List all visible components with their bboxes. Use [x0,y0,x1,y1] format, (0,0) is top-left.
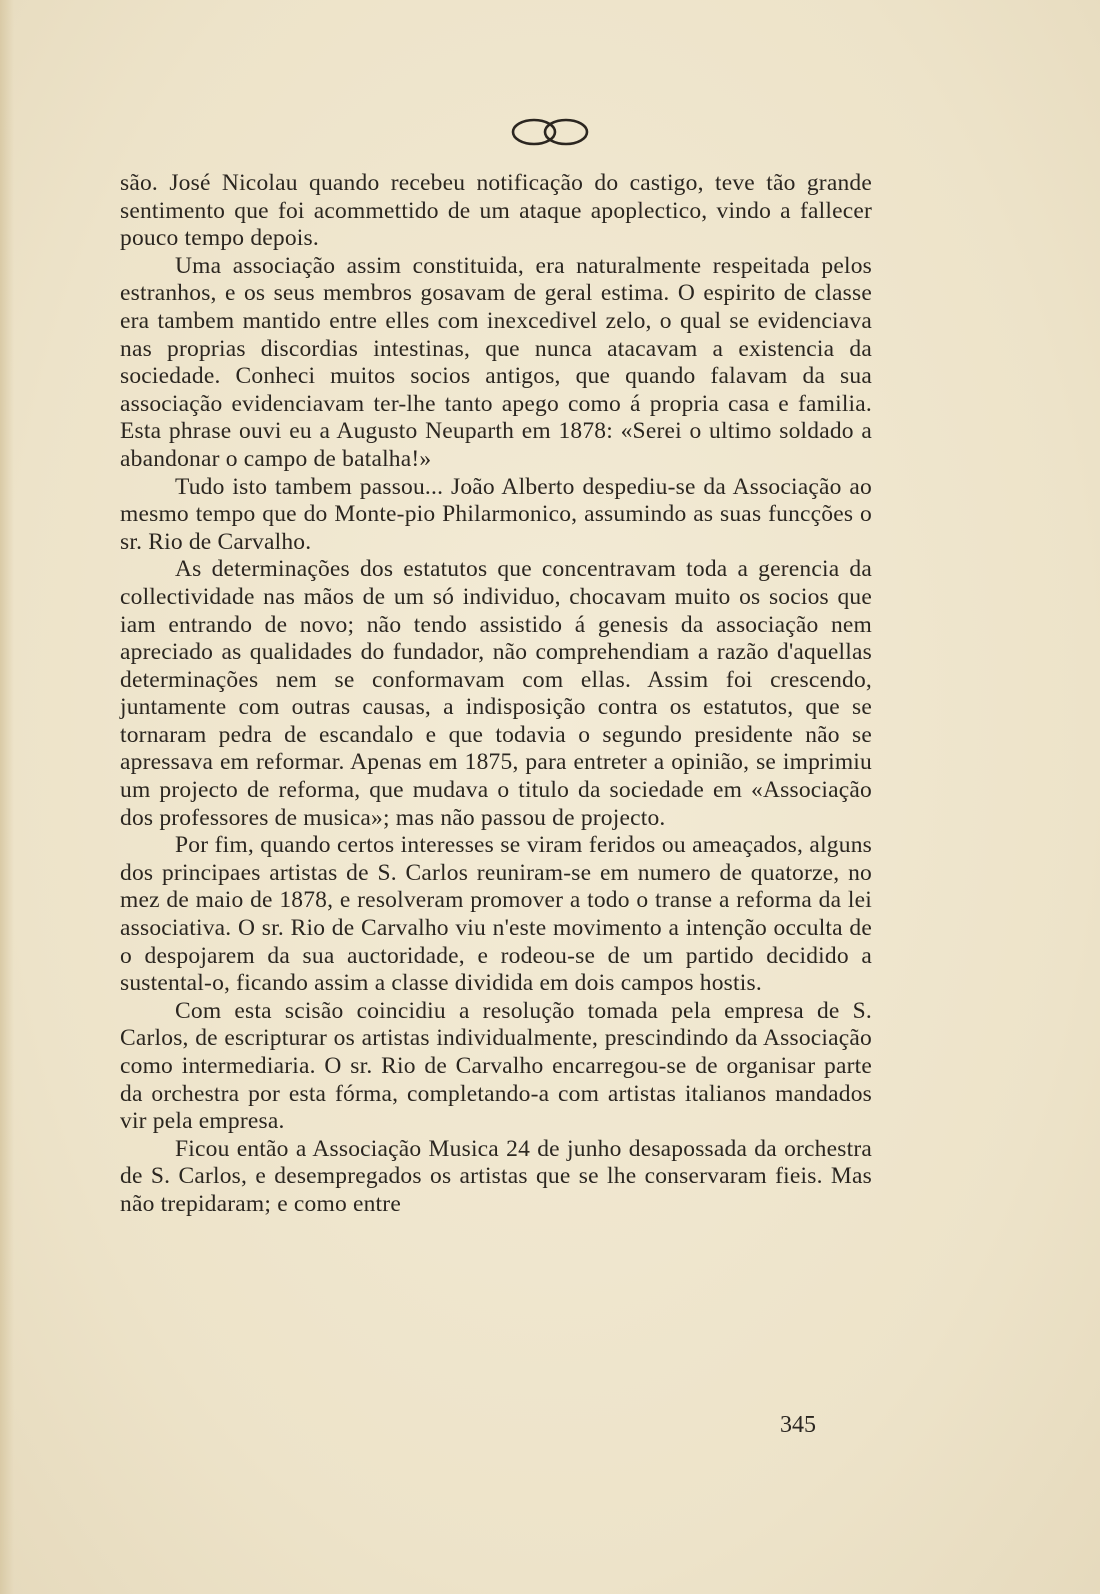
body-text [120,170,872,1219]
header-ornament [0,112,1100,152]
page-edge-shadow [0,0,14,1594]
paragraph-7: Ficou então a Associação Musica 24 de junho desapossada da orchestra de S. Carlos, e desempregados os artistas que se lhe conservaram fieis. Mas não trepidaram; e como entre [120,1135,872,1217]
paragraph-4: As determinações dos estatutos que concentravam toda a gerencia da collectividade nas mãos de um só individuo, chocavam muito os socios que iam entrando de novo; não tendo assistido á genesis da associação nem apreciado as qualidades do fundador, não comprehendiam a razão d'aquellas determinações nem se conformavam com ellas. Assim foi crescendo, juntamente com outras causas, a indisposição contra os estatutos, que se tornaram pedra de escandalo e que todavia o segundo presidente não se apressava em reformar. Apenas em 1875, para entreter a opinião, se imprimiu um projecto de reforma, que mudava o titulo da sociedade em «Associação dos professores de musica»; mas não passou de projecto. [120,556,872,831]
paragraph-2: Uma associação assim constituida, era naturalmente respeitada pelos estranhos, e os seus membros gosavam de geral estima. O espirito de classe era tambem mantido entre elles com inexcedivel zelo, o qual se evidenciava nas proprias discordias intestinas, que nunca atacavam a existencia da sociedade. Conheci muitos socios antigos, que quando falavam da sua associação evidenciavam ter-lhe tanto apego como á propria casa e familia. Esta phrase ouvi eu a Augusto Neuparth em 1878: «Serei o ultimo soldado a abandonar o campo de batalha!» [120,252,872,472]
double-circle-ornament-icon [508,115,592,149]
paragraph-1: são. José Nicolau quando recebeu notificação do castigo, teve tão grande sentimento que foi acommettido de um ataque apoplectico, vindo a fallecer pouco tempo depois. [120,170,872,252]
paragraph-5: Por fim, quando certos interesses se viram feridos ou ameaçados, alguns dos principaes artistas de S. Carlos reuniram-se em numero de quatorze, no mez de maio de 1878, e resolveram promover a todo o transe a reforma da lei associativa. O sr. Rio de Carvalho viu n'este movimento a intenção occulta de o despojarem da sua auctoridade, e rodeou-se de um partido decidido a sustental-o, ficando assim a classe dividida em dois campos hostis. [120,832,872,997]
page-number: 345 [780,1412,816,1438]
paragraph-3: Tudo isto tambem passou... João Alberto despediu-se da Associação ao mesmo tempo que do Monte-pio Philarmonico, assumindo as suas funcções o sr. Rio de Carvalho. [120,473,872,555]
paragraph-6: Com esta scisão coincidiu a resolução tomada pela empresa de S. Carlos, de escripturar os artistas individualmente, prescindindo da Associação como intermediaria. O sr. Rio de Carvalho encarregou-se de organisar parte da orchestra por esta fórma, completando-a com artistas italianos mandados vir pela empresa. [120,997,872,1135]
